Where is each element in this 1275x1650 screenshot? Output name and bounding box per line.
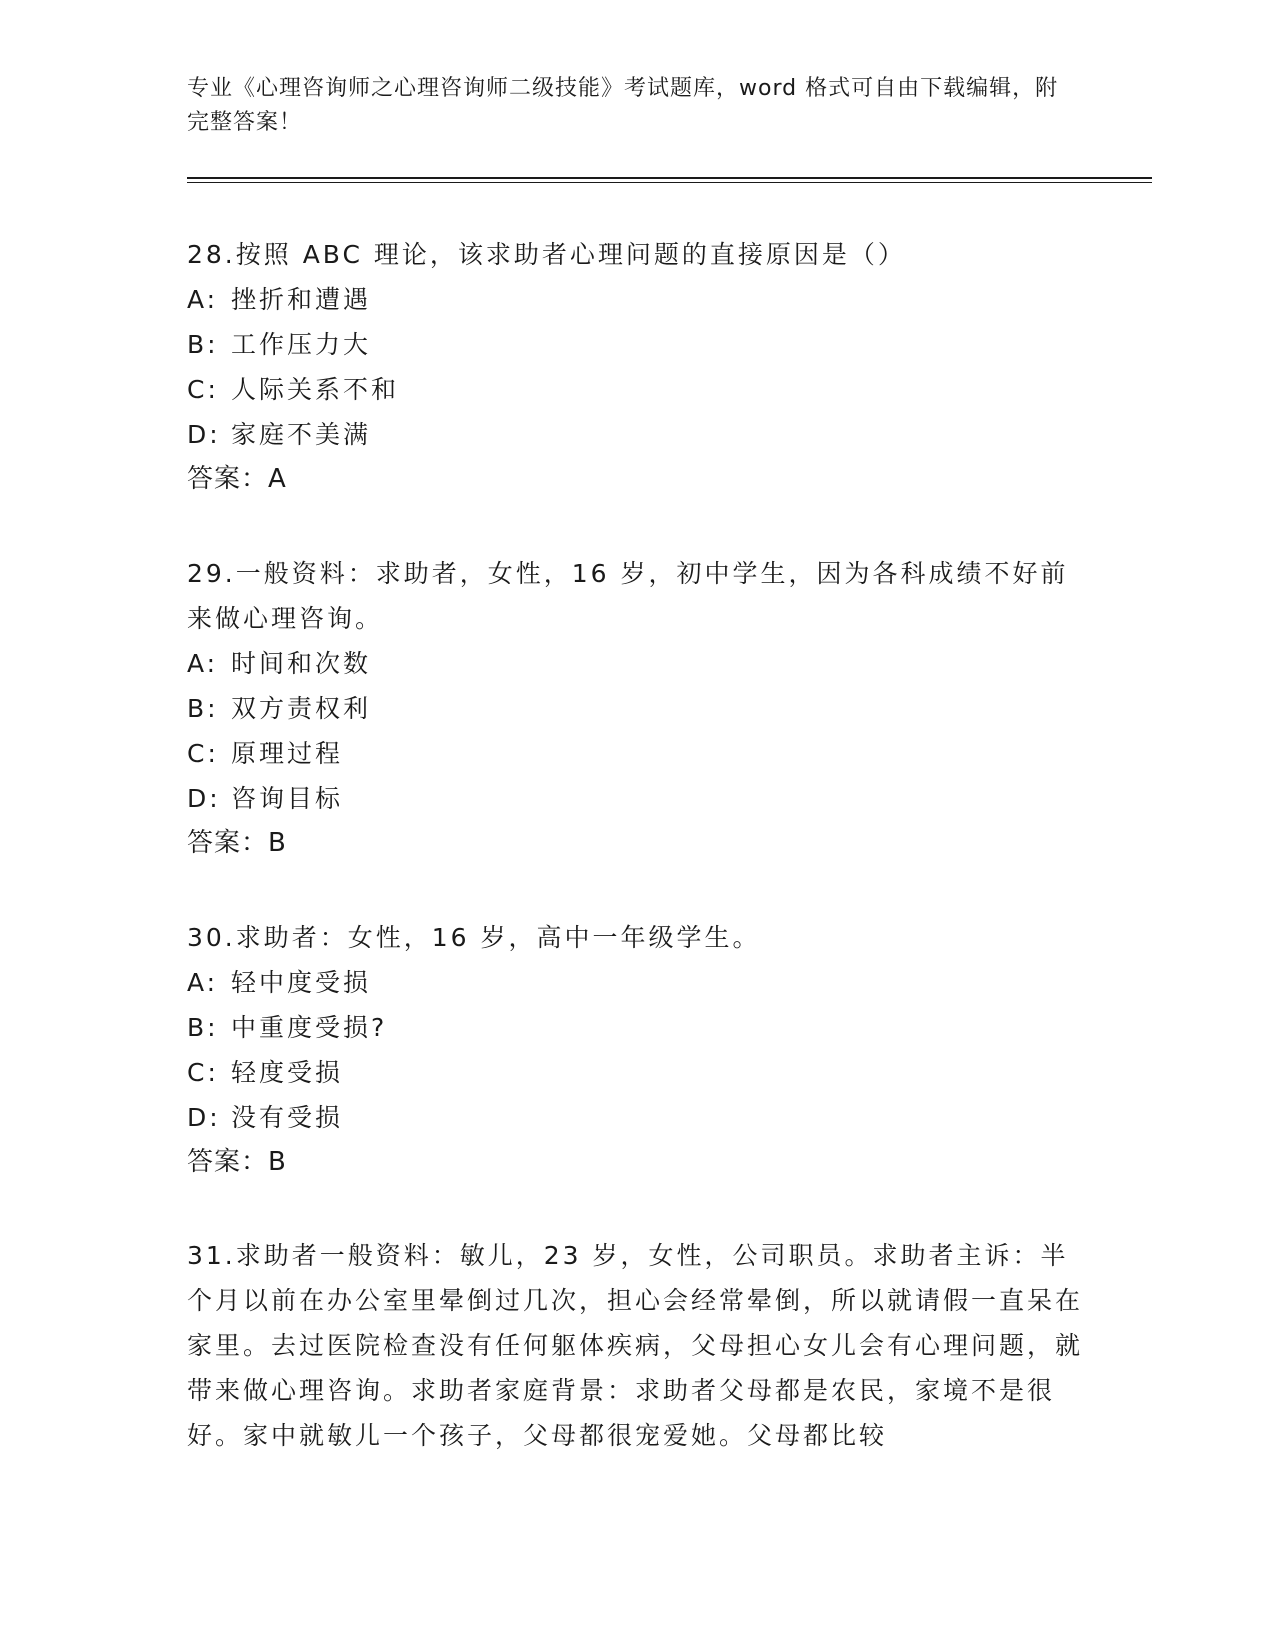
question-stem: 30.求助者：女性，16 岁，高中一年级学生。: [187, 923, 761, 952]
option-letter: B:: [187, 694, 219, 723]
option-a: [187, 277, 1087, 322]
option-letter: D:: [187, 784, 221, 813]
option-letter: C:: [187, 739, 219, 768]
option-letter: C:: [187, 1058, 219, 1087]
question-29: [187, 551, 1087, 866]
option-b: [187, 686, 1087, 731]
option-a: [187, 641, 1087, 686]
document-header: 专业《心理咨询师之心理咨询师二级技能》考试题库，word 格式可自由下载编辑，附完整答案！: [187, 76, 1059, 135]
question-stem: 28.按照 ABC 理论，该求助者心理问题的直接原因是（）: [187, 240, 906, 269]
header-divider-thick: [187, 177, 1152, 179]
option-text: 没有受损: [231, 1103, 344, 1132]
option-d: [187, 1095, 1087, 1140]
option-text: 双方责权利: [231, 694, 372, 723]
option-text: 挫折和遭遇: [231, 285, 372, 314]
option-b: [187, 1005, 1087, 1050]
option-text: 轻中度受损: [231, 968, 372, 997]
option-text: 时间和次数: [231, 649, 372, 678]
question-28: [187, 232, 1087, 502]
option-letter: D:: [187, 420, 221, 449]
question-stem: 31.求助者一般资料：敏儿，23 岁，女性，公司职员。求助者主诉：半个月以前在办公室里晕倒过几次，担心会经常晕倒，所以就请假一直呆在家里。去过医院检查没有任何躯体疾病，父母担心女儿会有心理问题，就带来做心理咨询。求助者家庭背景：求助者父母都是农民，家境不是很好。家中就敏儿一个孩子，父母都很宠爱她。父母都比较: [187, 1241, 1084, 1450]
option-c: [187, 367, 1087, 412]
header-divider-thin: [187, 182, 1152, 183]
option-b: [187, 322, 1087, 367]
option-text: 人际关系不和: [231, 375, 400, 404]
question-30: [187, 915, 1087, 1185]
answer-line: 答案：A: [187, 464, 287, 494]
option-letter: A:: [187, 649, 219, 678]
answer-line: 答案：B: [187, 1147, 287, 1177]
option-text: 咨询目标: [231, 784, 344, 813]
option-text: 原理过程: [231, 739, 344, 768]
option-d: [187, 412, 1087, 457]
option-a: [187, 960, 1087, 1005]
option-text: 家庭不美满: [231, 420, 372, 449]
answer-line: 答案：B: [187, 828, 287, 858]
question-31: [187, 1233, 1087, 1458]
option-letter: B:: [187, 330, 219, 359]
option-letter: A:: [187, 968, 219, 997]
option-d: [187, 776, 1087, 821]
option-letter: A:: [187, 285, 219, 314]
option-letter: D:: [187, 1103, 221, 1132]
option-letter: B:: [187, 1013, 219, 1042]
option-text: 轻度受损: [231, 1058, 344, 1087]
option-c: [187, 1050, 1087, 1095]
option-c: [187, 731, 1087, 776]
option-text: 中重度受损?: [231, 1013, 388, 1042]
option-letter: C:: [187, 375, 219, 404]
question-stem: 29.一般资料：求助者，女性，16 岁，初中学生，因为各科成绩不好前来做心理咨询。: [187, 559, 1069, 633]
option-text: 工作压力大: [231, 330, 372, 359]
